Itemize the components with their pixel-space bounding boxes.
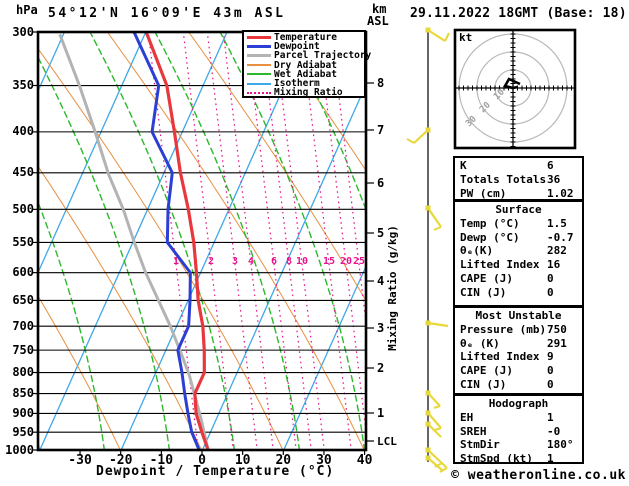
- table-row: [460, 173, 582, 187]
- row-value: 16: [547, 258, 561, 272]
- pressure-tick-label: 1000: [5, 442, 34, 457]
- row-value: 0: [547, 285, 554, 299]
- mixing-ratio-value-label: 20: [339, 256, 353, 267]
- row-value: 0: [547, 364, 554, 378]
- pressure-tick-label: 450: [12, 165, 34, 180]
- row-label: StmSpd (kt): [460, 452, 533, 466]
- pressure-tick-label: 950: [12, 424, 34, 439]
- pressure-tick-label: 600: [12, 265, 34, 280]
- row-value: 180°: [547, 438, 574, 452]
- row-label: SREH: [460, 424, 487, 438]
- mixing-ratio-value-label: 25: [352, 256, 366, 267]
- dewpoint-line: [134, 32, 199, 450]
- legend-line-swatch: [247, 83, 271, 85]
- legend-item: [247, 88, 364, 97]
- station-title: 54°12'N 16°09'E 43m ASL: [48, 6, 286, 21]
- legend-line-swatch: [247, 64, 271, 66]
- legend-item-label: Dry Adiabat: [274, 59, 337, 71]
- row-value: 0: [547, 271, 554, 285]
- temp-tick-label: -20: [108, 453, 133, 468]
- table-row: [460, 217, 582, 231]
- table-row: [460, 452, 582, 466]
- pressure-tick-label: 650: [12, 292, 34, 307]
- pressure-tick-label: 750: [12, 342, 34, 357]
- table-row: [460, 272, 582, 286]
- km-axis-unit-line1: km: [372, 2, 387, 16]
- table-row: [460, 364, 582, 378]
- x-axis-label: Dewpoint / Temperature (°C): [96, 464, 335, 479]
- pressure-tick-label: 350: [12, 78, 34, 93]
- stats-panel-hodograph: [453, 394, 584, 464]
- pressure-tick-label: 800: [12, 365, 34, 380]
- temp-tick-label: 0: [198, 453, 206, 468]
- stats-panel-most-unstable: [453, 306, 584, 395]
- mixing-ratio-value-label: 2: [207, 256, 215, 267]
- row-value: 6: [547, 159, 554, 172]
- pressure-tick-label: 400: [12, 124, 34, 139]
- km-axis-unit-line2: ASL: [367, 14, 389, 28]
- mixing-ratio-value-label: 10: [295, 256, 309, 267]
- hodograph-ring-label: 10: [492, 87, 507, 103]
- km-tick-label: 4: [377, 273, 385, 288]
- row-value: 0: [547, 377, 554, 391]
- temp-tick-label: 40: [356, 453, 373, 468]
- row-label: StmDir: [460, 438, 500, 452]
- stats-panel: [453, 156, 584, 201]
- copyright-credit: © weatheronline.co.uk: [451, 468, 626, 483]
- km-tick-label: 8: [377, 75, 385, 90]
- legend-line-swatch: [247, 45, 271, 48]
- mixing-ratio-value-label: 8: [285, 256, 293, 267]
- legend-line-swatch: [247, 73, 271, 75]
- row-value: 1.02: [547, 186, 574, 200]
- temp-tick-label: 30: [316, 453, 332, 468]
- legend-item-label: Dewpoint: [274, 41, 320, 53]
- table-row: [460, 425, 582, 439]
- panel-title: Most Unstable: [475, 309, 562, 322]
- table-row: [460, 286, 582, 300]
- row-value: -0: [547, 424, 561, 438]
- mixing-ratio-axis-label: Mixing Ratio (g/kg): [386, 225, 399, 351]
- legend-item-label: Temperature: [274, 32, 337, 44]
- row-label: θₑ (K): [460, 336, 500, 350]
- legend: [242, 30, 372, 99]
- mixing-ratio-value-label: 3: [231, 256, 239, 267]
- row-value: 1: [547, 452, 554, 466]
- pressure-tick-label: 550: [12, 234, 34, 249]
- row-value: 750: [547, 322, 567, 336]
- row-value: 1.5: [547, 216, 567, 230]
- pressure-tick-label: 850: [12, 386, 34, 401]
- temp-tick-label: 10: [234, 453, 251, 468]
- row-label: Totals Totals: [460, 172, 547, 186]
- legend-line-swatch: [247, 92, 271, 94]
- mixing-ratio-value-label: 6: [270, 256, 278, 267]
- row-label: K: [460, 159, 467, 172]
- table-row: [460, 244, 582, 258]
- temp-tick-label: -30: [68, 453, 92, 468]
- row-label: Pressure (mb): [460, 322, 547, 336]
- hodograph: [455, 30, 575, 148]
- panel-title: Hodograph: [488, 397, 549, 410]
- row-value: 36: [547, 172, 561, 186]
- table-row: [460, 187, 582, 201]
- row-value: -0.7: [547, 230, 574, 244]
- pressure-tick-label: 700: [12, 318, 34, 333]
- km-tick-label: 5: [377, 225, 385, 240]
- row-label: Lifted Index: [460, 258, 540, 272]
- table-row: [460, 258, 582, 272]
- pressure-tick-label: 500: [12, 201, 34, 216]
- legend-line-swatch: [247, 54, 271, 57]
- row-label: CAPE (J): [460, 364, 513, 378]
- lcl-label: LCL: [377, 435, 397, 448]
- mixing-ratio-value-label: 15: [322, 256, 336, 267]
- row-label: Lifted Index: [460, 350, 540, 364]
- row-label: EH: [460, 410, 474, 424]
- hodograph-ring-label: 20: [478, 100, 493, 116]
- wind-barb-column: [407, 28, 449, 473]
- hodograph-ring-label: 30: [464, 114, 479, 130]
- legend-item-label: Isotherm: [274, 78, 320, 90]
- pressure-axis-unit: hPa: [16, 3, 38, 17]
- row-label: Dewp (°C): [460, 230, 520, 244]
- panel-title: Surface: [495, 203, 542, 216]
- table-row: [460, 231, 582, 245]
- mixing-ratio-value-label: 4: [247, 256, 255, 267]
- datetime-title: 29.11.2022 18GMT (Base: 18): [410, 6, 627, 21]
- km-tick-label: 6: [377, 175, 385, 190]
- table-row: [460, 323, 582, 337]
- legend-item-label: Wet Adiabat: [274, 68, 337, 80]
- table-row: [460, 411, 582, 425]
- row-label: PW (cm): [460, 186, 507, 200]
- table-row: [460, 159, 582, 173]
- hodograph-unit-label: kt: [459, 31, 473, 44]
- table-row: [460, 378, 582, 392]
- km-tick-label: 1: [377, 405, 385, 420]
- legend-item-label: Parcel Trajectory: [274, 50, 372, 62]
- temp-tick-label: -10: [149, 453, 174, 468]
- row-label: CIN (J): [460, 285, 507, 299]
- km-tick-label: 3: [377, 320, 385, 335]
- mixing-ratio-value-label: 1: [172, 256, 180, 267]
- row-value: 1: [547, 410, 554, 424]
- pressure-tick-label: 300: [12, 24, 34, 39]
- pressure-tick-label: 900: [12, 405, 34, 420]
- km-tick-label: 7: [377, 122, 385, 137]
- table-row: [460, 438, 582, 452]
- stats-panel-surface: [453, 200, 584, 307]
- row-value: 9: [547, 350, 554, 364]
- row-label: Temp (°C): [460, 216, 520, 230]
- table-row: [460, 350, 582, 364]
- temp-tick-label: 20: [275, 453, 292, 468]
- row-label: θₑ(K): [460, 244, 494, 258]
- km-tick-label: 2: [377, 360, 385, 375]
- legend-line-swatch: [247, 36, 271, 39]
- table-row: [460, 337, 582, 351]
- row-label: CIN (J): [460, 377, 507, 391]
- row-value: 282: [547, 244, 567, 258]
- legend-item-label: Mixing Ratio: [274, 87, 343, 99]
- row-value: 291: [547, 336, 567, 350]
- row-label: CAPE (J): [460, 271, 513, 285]
